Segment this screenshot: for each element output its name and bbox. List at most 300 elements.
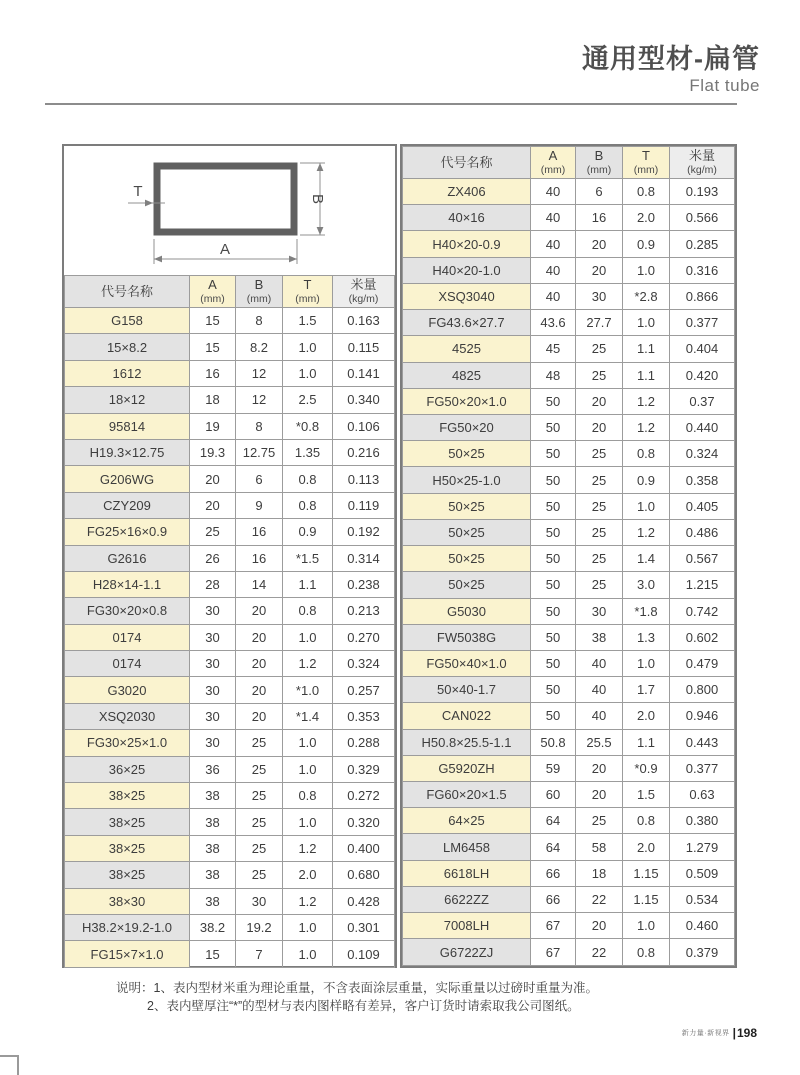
table-row xyxy=(65,914,395,940)
profile-code-cell: FG60×20×1.5 xyxy=(403,782,531,808)
table-row xyxy=(65,413,395,439)
value-cell: 0.119 xyxy=(333,492,395,518)
value-cell: 50 xyxy=(531,650,576,676)
value-cell: 7 xyxy=(236,941,283,968)
footer-slogan: 新力量·新视界 xyxy=(681,1029,730,1037)
value-cell: 0.324 xyxy=(670,441,735,467)
profile-code-cell: 1612 xyxy=(65,360,190,386)
value-cell: 38 xyxy=(576,624,623,650)
value-cell: 67 xyxy=(531,939,576,966)
value-cell: 1.0 xyxy=(283,360,333,386)
profile-code-cell: 0174 xyxy=(65,624,190,650)
value-cell: 58 xyxy=(576,834,623,860)
column-header-b-unit: (mm) xyxy=(246,292,272,305)
value-cell: 25 xyxy=(236,783,283,809)
value-cell: 0.567 xyxy=(670,546,735,572)
value-cell: 1.0 xyxy=(283,941,333,968)
right-table-header xyxy=(403,147,735,179)
value-cell: 20 xyxy=(576,913,623,939)
value-cell: 15 xyxy=(190,941,236,968)
value-cell: 2.0 xyxy=(623,834,670,860)
value-cell: 1.5 xyxy=(283,308,333,334)
table-row xyxy=(403,572,735,598)
value-cell: 0.8 xyxy=(623,179,670,205)
profile-code-cell: 38×25 xyxy=(65,835,190,861)
value-cell: 0.8 xyxy=(283,466,333,492)
value-cell: 20 xyxy=(236,677,283,703)
dim-label-b: B xyxy=(309,193,326,205)
table-row xyxy=(403,703,735,729)
value-cell: 1.0 xyxy=(283,809,333,835)
value-cell: 0.314 xyxy=(333,545,395,571)
profile-code-cell: H50×25-1.0 xyxy=(403,467,531,493)
table-row xyxy=(403,310,735,336)
column-header-b-label: B xyxy=(594,147,604,163)
value-cell: 12 xyxy=(236,360,283,386)
table-row xyxy=(65,492,395,518)
value-cell: 30 xyxy=(190,598,236,624)
profile-code-cell: FG25×16×0.9 xyxy=(65,519,190,545)
profile-code-cell: ZX406 xyxy=(403,179,531,205)
profile-code-cell: 38×25 xyxy=(65,862,190,888)
value-cell: 25 xyxy=(576,493,623,519)
value-cell: 25 xyxy=(576,519,623,545)
profile-code-cell: H38.2×19.2-1.0 xyxy=(65,914,190,940)
value-cell: 1.4 xyxy=(623,546,670,572)
table-row xyxy=(403,257,735,283)
value-cell: 25 xyxy=(236,730,283,756)
table-row xyxy=(403,467,735,493)
value-cell: 0.320 xyxy=(333,809,395,835)
column-header-weight-label: 米量 xyxy=(350,276,377,292)
profile-code-cell: FG43.6×27.7 xyxy=(403,310,531,336)
value-cell: *1.5 xyxy=(283,545,333,571)
value-cell: 0.377 xyxy=(670,755,735,781)
value-cell: 40 xyxy=(531,283,576,309)
value-cell: *1.0 xyxy=(283,677,333,703)
value-cell: 1.0 xyxy=(283,624,333,650)
value-cell: 0.9 xyxy=(283,519,333,545)
table-row xyxy=(403,179,735,205)
value-cell: *0.9 xyxy=(623,755,670,781)
table-row xyxy=(65,703,395,729)
header-row xyxy=(65,276,395,308)
value-cell: 40 xyxy=(531,179,576,205)
table-row xyxy=(403,519,735,545)
value-cell: 26 xyxy=(190,545,236,571)
profile-code-cell: FG15×7×1.0 xyxy=(65,941,190,968)
value-cell: 25 xyxy=(576,572,623,598)
table-row xyxy=(403,336,735,362)
table-row xyxy=(403,493,735,519)
value-cell: 1.1 xyxy=(623,729,670,755)
column-header-a-label: A xyxy=(208,276,217,292)
value-cell: 0.460 xyxy=(670,913,735,939)
value-cell: *1.4 xyxy=(283,703,333,729)
profile-code-cell: XSQ2030 xyxy=(65,703,190,729)
value-cell: 0.316 xyxy=(670,257,735,283)
table-row xyxy=(65,730,395,756)
value-cell: 0.353 xyxy=(333,703,395,729)
value-cell: 2.5 xyxy=(283,387,333,413)
value-cell: 27.7 xyxy=(576,310,623,336)
column-header-a-label: A xyxy=(548,147,558,163)
value-cell: 0.742 xyxy=(670,598,735,624)
column-header-b xyxy=(236,276,283,308)
value-cell: 50 xyxy=(531,388,576,414)
column-header-weight xyxy=(333,276,395,308)
value-cell: 1.2 xyxy=(623,388,670,414)
value-cell: 0.377 xyxy=(670,310,735,336)
value-cell: 48 xyxy=(531,362,576,388)
note-line-2: 2、表内壁厚注“*”的型材与表内图样略有差异，客户订货时请索取我公司图纸。 xyxy=(147,999,580,1013)
page-subtitle: Flat tube xyxy=(689,76,760,95)
profile-code-cell: 7008LH xyxy=(403,913,531,939)
column-header-weight-unit: (kg/m) xyxy=(687,163,717,176)
table-row xyxy=(65,308,395,334)
value-cell: 1.279 xyxy=(670,834,735,860)
column-header-a-unit: (mm) xyxy=(540,163,566,176)
profile-code-cell: 4525 xyxy=(403,336,531,362)
value-cell: 30 xyxy=(190,677,236,703)
value-cell: 1.0 xyxy=(623,650,670,676)
right-table xyxy=(402,146,735,966)
value-cell: 20 xyxy=(576,231,623,257)
value-cell: 0.440 xyxy=(670,414,735,440)
column-header-t xyxy=(283,276,333,308)
value-cell: 0.680 xyxy=(333,862,395,888)
value-cell: 20 xyxy=(576,388,623,414)
value-cell: 0.479 xyxy=(670,650,735,676)
value-cell: 0.9 xyxy=(623,231,670,257)
profile-code-cell: 40×16 xyxy=(403,205,531,231)
value-cell: 0.285 xyxy=(670,231,735,257)
value-cell: 1.2 xyxy=(623,519,670,545)
value-cell: 1.0 xyxy=(283,914,333,940)
arrowhead-icon xyxy=(154,256,162,263)
notes xyxy=(116,979,676,1015)
value-cell: 1.2 xyxy=(283,835,333,861)
value-cell: 1.3 xyxy=(623,624,670,650)
value-cell: 60 xyxy=(531,782,576,808)
profile-code-cell: 18×12 xyxy=(65,387,190,413)
profile-code-cell: G206WG xyxy=(65,466,190,492)
right-table-panel xyxy=(400,144,737,968)
left-table xyxy=(64,275,395,968)
value-cell: 0.486 xyxy=(670,519,735,545)
value-cell: 20 xyxy=(190,492,236,518)
table-row xyxy=(403,441,735,467)
value-cell: 36 xyxy=(190,756,236,782)
value-cell: 0.163 xyxy=(333,308,395,334)
profile-code-cell: H28×14-1.1 xyxy=(65,571,190,597)
value-cell: 20 xyxy=(236,651,283,677)
value-cell: 25 xyxy=(576,546,623,572)
value-cell: 3.0 xyxy=(623,572,670,598)
value-cell: 38 xyxy=(190,809,236,835)
table-row xyxy=(65,519,395,545)
profile-code-cell: G5030 xyxy=(403,598,531,624)
table-row xyxy=(65,835,395,861)
tables-area xyxy=(62,144,737,968)
value-cell: 1.7 xyxy=(623,677,670,703)
profile-code-cell: CAN022 xyxy=(403,703,531,729)
profile-code-cell: H40×20-1.0 xyxy=(403,257,531,283)
page-title: 通用型材-扁管 xyxy=(582,44,760,74)
value-cell: 1.215 xyxy=(670,572,735,598)
value-cell: 25 xyxy=(576,362,623,388)
value-cell: 50 xyxy=(531,703,576,729)
value-cell: 40 xyxy=(576,677,623,703)
tube-cross-section xyxy=(157,166,294,232)
value-cell: 25 xyxy=(236,809,283,835)
table-row xyxy=(403,546,735,572)
table-row xyxy=(403,677,735,703)
table-row xyxy=(65,571,395,597)
value-cell: 25 xyxy=(236,835,283,861)
value-cell: 20 xyxy=(236,703,283,729)
left-table-body xyxy=(65,308,395,968)
table-row xyxy=(403,388,735,414)
value-cell: 1.0 xyxy=(623,257,670,283)
value-cell: 38.2 xyxy=(190,914,236,940)
footer-separator: | xyxy=(732,1025,736,1040)
column-header-weight xyxy=(670,147,735,179)
table-row xyxy=(403,414,735,440)
value-cell: 30 xyxy=(576,598,623,624)
column-header-a xyxy=(190,276,236,308)
profile-code-cell: G2616 xyxy=(65,545,190,571)
value-cell: 0.301 xyxy=(333,914,395,940)
profile-code-cell: FG50×40×1.0 xyxy=(403,650,531,676)
value-cell: 50 xyxy=(531,624,576,650)
profile-code-cell: H19.3×12.75 xyxy=(65,439,190,465)
value-cell: 25 xyxy=(190,519,236,545)
profile-code-cell: FW5038G xyxy=(403,624,531,650)
dim-label-a: A xyxy=(219,241,231,258)
profile-code-cell: 38×30 xyxy=(65,888,190,914)
table-row xyxy=(403,598,735,624)
column-header-b-unit: (mm) xyxy=(586,163,612,176)
value-cell: 0.270 xyxy=(333,624,395,650)
table-row xyxy=(403,624,735,650)
value-cell: 50 xyxy=(531,572,576,598)
table-row xyxy=(403,808,735,834)
page-footer xyxy=(682,1024,757,1042)
value-cell: 2.0 xyxy=(283,862,333,888)
table-row xyxy=(403,939,735,966)
arrowhead-icon xyxy=(145,200,153,207)
value-cell: 30 xyxy=(576,283,623,309)
value-cell: 38 xyxy=(190,835,236,861)
profile-code-cell: 95814 xyxy=(65,413,190,439)
value-cell: 2.0 xyxy=(623,703,670,729)
value-cell: *0.8 xyxy=(283,413,333,439)
value-cell: 1.0 xyxy=(283,334,333,360)
profile-code-cell: FG50×20 xyxy=(403,414,531,440)
column-header-weight-label: 米量 xyxy=(688,147,715,163)
table-row xyxy=(65,651,395,677)
value-cell: 66 xyxy=(531,886,576,912)
value-cell: 30 xyxy=(190,624,236,650)
table-row xyxy=(65,941,395,968)
value-cell: 1.0 xyxy=(623,913,670,939)
value-cell: 1.35 xyxy=(283,439,333,465)
value-cell: 0.379 xyxy=(670,939,735,966)
table-row xyxy=(65,545,395,571)
table-row xyxy=(403,755,735,781)
value-cell: 64 xyxy=(531,834,576,860)
value-cell: 1.2 xyxy=(283,888,333,914)
profile-code-cell: 0174 xyxy=(65,651,190,677)
value-cell: 12.75 xyxy=(236,439,283,465)
value-cell: 0.288 xyxy=(333,730,395,756)
value-cell: 0.109 xyxy=(333,941,395,968)
profile-code-cell: FG30×20×0.8 xyxy=(65,598,190,624)
value-cell: 19.3 xyxy=(190,439,236,465)
value-cell: 50.8 xyxy=(531,729,576,755)
value-cell: 0.602 xyxy=(670,624,735,650)
value-cell: 50 xyxy=(531,493,576,519)
value-cell: 1.1 xyxy=(623,362,670,388)
value-cell: 50 xyxy=(531,467,576,493)
value-cell: 64 xyxy=(531,808,576,834)
table-row xyxy=(65,756,395,782)
value-cell: 0.113 xyxy=(333,466,395,492)
arrowhead-icon xyxy=(317,163,324,171)
column-header-t-label: T xyxy=(642,147,650,163)
value-cell: 1.5 xyxy=(623,782,670,808)
value-cell: 20 xyxy=(576,782,623,808)
profile-code-cell: FG50×20×1.0 xyxy=(403,388,531,414)
profile-code-cell: H40×20-0.9 xyxy=(403,231,531,257)
value-cell: 1.0 xyxy=(623,310,670,336)
value-cell: 25 xyxy=(236,756,283,782)
profile-code-cell: 6618LH xyxy=(403,860,531,886)
column-header-name: 代号名称 xyxy=(65,276,190,308)
table-row xyxy=(403,231,735,257)
column-header-weight-unit: (kg/m) xyxy=(348,292,379,305)
value-cell: 18 xyxy=(576,860,623,886)
value-cell: 16 xyxy=(190,360,236,386)
value-cell: 6 xyxy=(576,179,623,205)
value-cell: 0.8 xyxy=(623,808,670,834)
value-cell: 0.8 xyxy=(283,598,333,624)
profile-code-cell: 50×25 xyxy=(403,441,531,467)
value-cell: 0.8 xyxy=(623,939,670,966)
value-cell: 0.213 xyxy=(333,598,395,624)
value-cell: 59 xyxy=(531,755,576,781)
value-cell: 20 xyxy=(576,755,623,781)
value-cell: 0.443 xyxy=(670,729,735,755)
value-cell: 12 xyxy=(236,387,283,413)
table-row xyxy=(65,888,395,914)
value-cell: 1.15 xyxy=(623,860,670,886)
table-row xyxy=(65,624,395,650)
profile-code-cell: 4825 xyxy=(403,362,531,388)
value-cell: 1.15 xyxy=(623,886,670,912)
table-row xyxy=(403,729,735,755)
table-row xyxy=(65,862,395,888)
profile-code-cell: FG30×25×1.0 xyxy=(65,730,190,756)
value-cell: 0.566 xyxy=(670,205,735,231)
value-cell: 0.216 xyxy=(333,439,395,465)
value-cell: 67 xyxy=(531,913,576,939)
value-cell: 40 xyxy=(576,650,623,676)
column-header-a xyxy=(531,147,576,179)
column-header-t-unit: (mm) xyxy=(633,163,659,176)
value-cell: 0.141 xyxy=(333,360,395,386)
value-cell: 40 xyxy=(531,231,576,257)
table-row xyxy=(65,809,395,835)
column-header-b xyxy=(576,147,623,179)
profile-code-cell: XSQ3040 xyxy=(403,283,531,309)
profile-code-cell: H50.8×25.5-1.1 xyxy=(403,729,531,755)
value-cell: 0.380 xyxy=(670,808,735,834)
table-row xyxy=(65,677,395,703)
table-row xyxy=(403,886,735,912)
profile-code-cell: 50×25 xyxy=(403,519,531,545)
table-row xyxy=(403,650,735,676)
value-cell: 50 xyxy=(531,598,576,624)
table-row xyxy=(403,283,735,309)
value-cell: 0.946 xyxy=(670,703,735,729)
value-cell: 0.400 xyxy=(333,835,395,861)
value-cell: 50 xyxy=(531,546,576,572)
column-header-a-unit: (mm) xyxy=(200,292,225,305)
value-cell: 0.329 xyxy=(333,756,395,782)
value-cell: 8.2 xyxy=(236,334,283,360)
value-cell: 20 xyxy=(236,624,283,650)
value-cell: 20 xyxy=(576,414,623,440)
value-cell: 0.37 xyxy=(670,388,735,414)
table-row xyxy=(65,360,395,386)
profile-code-cell: G158 xyxy=(65,308,190,334)
value-cell: 30 xyxy=(236,888,283,914)
value-cell: 16 xyxy=(576,205,623,231)
value-cell: *2.8 xyxy=(623,283,670,309)
value-cell: 6 xyxy=(236,466,283,492)
value-cell: 38 xyxy=(190,888,236,914)
value-cell: 20 xyxy=(190,466,236,492)
table-row xyxy=(65,466,395,492)
value-cell: 25 xyxy=(576,336,623,362)
value-cell: 0.193 xyxy=(670,179,735,205)
value-cell: 0.106 xyxy=(333,413,395,439)
profile-code-cell: 50×25 xyxy=(403,572,531,598)
value-cell: 30 xyxy=(190,703,236,729)
value-cell: 15 xyxy=(190,334,236,360)
value-cell: 38 xyxy=(190,783,236,809)
value-cell: 0.340 xyxy=(333,387,395,413)
dim-label-t: T xyxy=(133,183,143,200)
column-header-t-unit: (mm) xyxy=(295,292,320,305)
value-cell: 50 xyxy=(531,519,576,545)
value-cell: 50 xyxy=(531,414,576,440)
table-row xyxy=(403,834,735,860)
value-cell: 9 xyxy=(236,492,283,518)
table-row xyxy=(403,205,735,231)
left-table-panel xyxy=(62,144,397,968)
profile-code-cell: 15×8.2 xyxy=(65,334,190,360)
value-cell: 8 xyxy=(236,308,283,334)
profile-code-cell: G3020 xyxy=(65,677,190,703)
page-number: 198 xyxy=(736,1025,757,1040)
value-cell: 16 xyxy=(236,519,283,545)
value-cell: 19.2 xyxy=(236,914,283,940)
value-cell: 40 xyxy=(531,205,576,231)
value-cell: 19 xyxy=(190,413,236,439)
